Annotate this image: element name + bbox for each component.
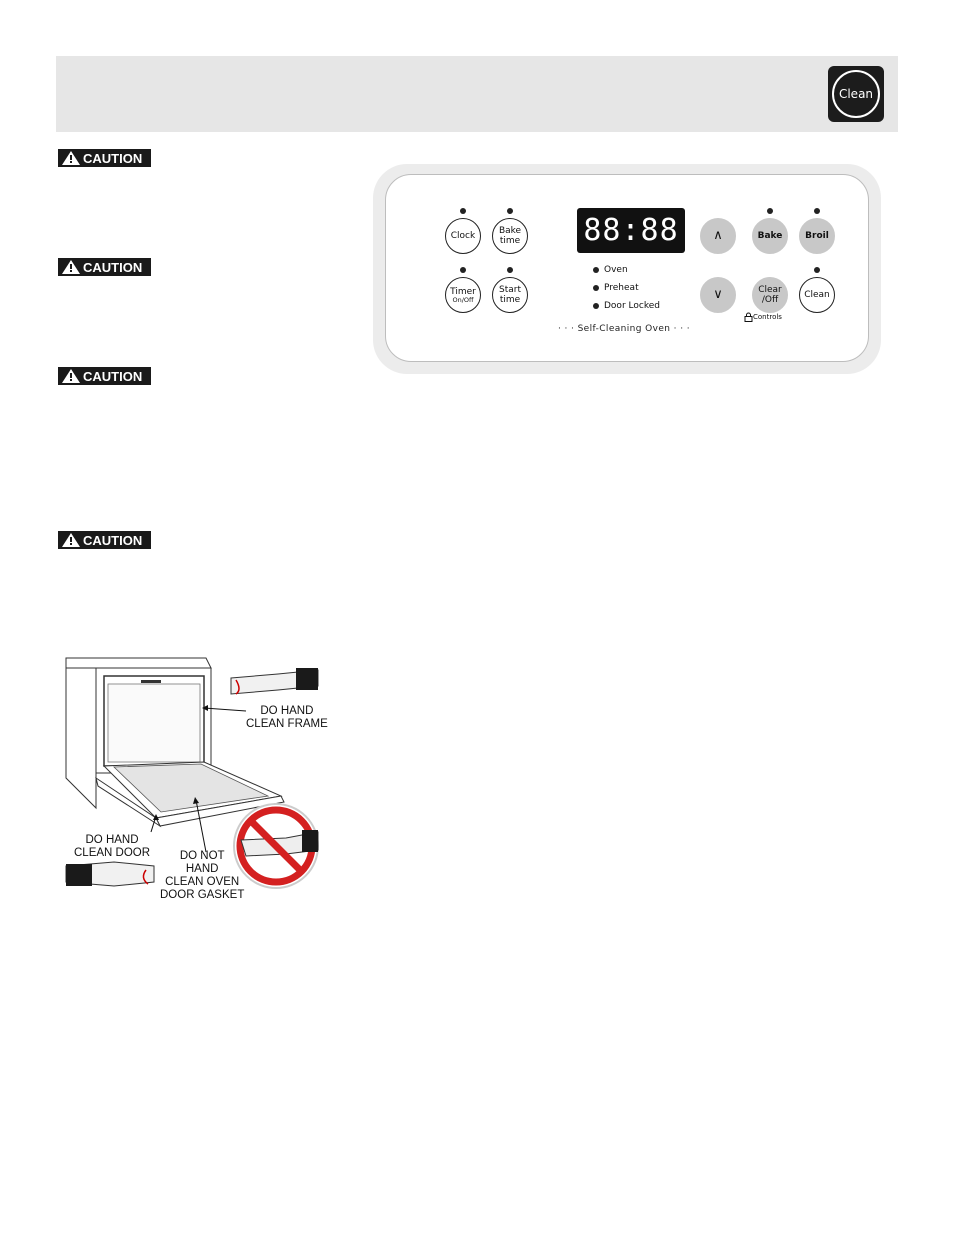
start-time-button[interactable] — [492, 277, 528, 313]
start-time-led — [507, 267, 513, 273]
bake-led — [767, 208, 773, 214]
down-arrow-button[interactable] — [700, 277, 736, 313]
clean-button-label: Clean — [804, 290, 830, 300]
section-header-bar — [56, 56, 898, 132]
indicator-door-locked — [593, 301, 660, 311]
bake-time-button[interactable] — [492, 218, 528, 254]
bake-button[interactable] — [752, 218, 788, 254]
timer-label-line1: Timer — [450, 286, 476, 297]
indicator-dot — [593, 285, 599, 291]
panel-caption: · · · Self-Cleaning Oven · · · — [558, 324, 690, 334]
indicator-label: Oven — [604, 265, 628, 275]
bake-button-label: Bake — [757, 231, 783, 241]
clear-label-line1: Clear — [758, 285, 782, 295]
start-time-label-line2: time — [499, 295, 521, 305]
door-label-line1: DO HAND — [85, 834, 139, 846]
indicator-dot — [593, 267, 599, 273]
caution-badge — [58, 149, 151, 167]
bake-time-label-line1: Bake — [498, 226, 522, 236]
gasket-label — [160, 850, 244, 902]
door-label-line2: CLEAN DOOR — [74, 847, 151, 859]
clear-label-line2: /Off — [761, 295, 779, 305]
digital-display: 88:88 — [577, 208, 685, 253]
warning-icon — [62, 151, 80, 165]
clock-button-label: Clock — [450, 231, 476, 241]
caution-label: CAUTION — [83, 150, 143, 166]
clock-led — [460, 208, 466, 214]
oven-cleaning-illustration — [56, 650, 330, 906]
caution-badge — [58, 258, 151, 276]
indicator-dot — [593, 303, 599, 309]
clean-badge-label: Clean — [832, 70, 880, 118]
frame-label-line2: CLEAN FRAME — [246, 718, 328, 730]
clock-button[interactable] — [445, 218, 481, 254]
timer-label-line2: On/Off — [452, 295, 474, 304]
clean-badge — [828, 66, 884, 122]
oven-control-panel — [358, 154, 898, 382]
down-arrow-icon: ∨ — [713, 287, 723, 302]
indicator-oven — [593, 265, 628, 275]
bake-time-led — [507, 208, 513, 214]
lock-controls-label — [744, 312, 782, 322]
warning-icon — [62, 369, 80, 383]
gasket-label-line4: DOOR GASKET — [160, 889, 245, 901]
up-arrow-icon: ∧ — [713, 228, 723, 243]
broil-button-label: Broil — [805, 231, 829, 241]
timer-button[interactable] — [445, 277, 481, 313]
gasket-label-line3: CLEAN OVEN — [165, 876, 240, 888]
indicator-label: Preheat — [604, 283, 639, 293]
caution-label: CAUTION — [83, 532, 143, 548]
warning-icon — [62, 260, 80, 274]
timer-led — [460, 267, 466, 273]
clean-led — [814, 267, 820, 273]
bake-time-label-line2: time — [499, 236, 521, 246]
indicator-preheat — [593, 283, 639, 293]
start-time-label-line1: Start — [499, 285, 521, 295]
up-arrow-button[interactable] — [700, 218, 736, 254]
indicator-label: Door Locked — [604, 301, 660, 311]
clear-off-button[interactable] — [752, 277, 788, 313]
broil-led — [814, 208, 820, 214]
gasket-label-line2: HAND — [185, 863, 219, 875]
warning-icon — [62, 533, 80, 547]
broil-button[interactable] — [799, 218, 835, 254]
gasket-label-line1: DO NOT — [179, 850, 225, 862]
caution-badge — [58, 531, 151, 549]
frame-label — [246, 705, 328, 731]
caution-label: CAUTION — [83, 259, 143, 275]
frame-label-line1: DO HAND — [260, 705, 314, 717]
caution-badge — [58, 367, 151, 385]
controls-text: Controls — [753, 313, 782, 321]
caution-label: CAUTION — [83, 368, 143, 384]
lock-icon — [744, 312, 753, 322]
clean-button[interactable] — [799, 277, 835, 313]
door-label — [74, 834, 150, 860]
